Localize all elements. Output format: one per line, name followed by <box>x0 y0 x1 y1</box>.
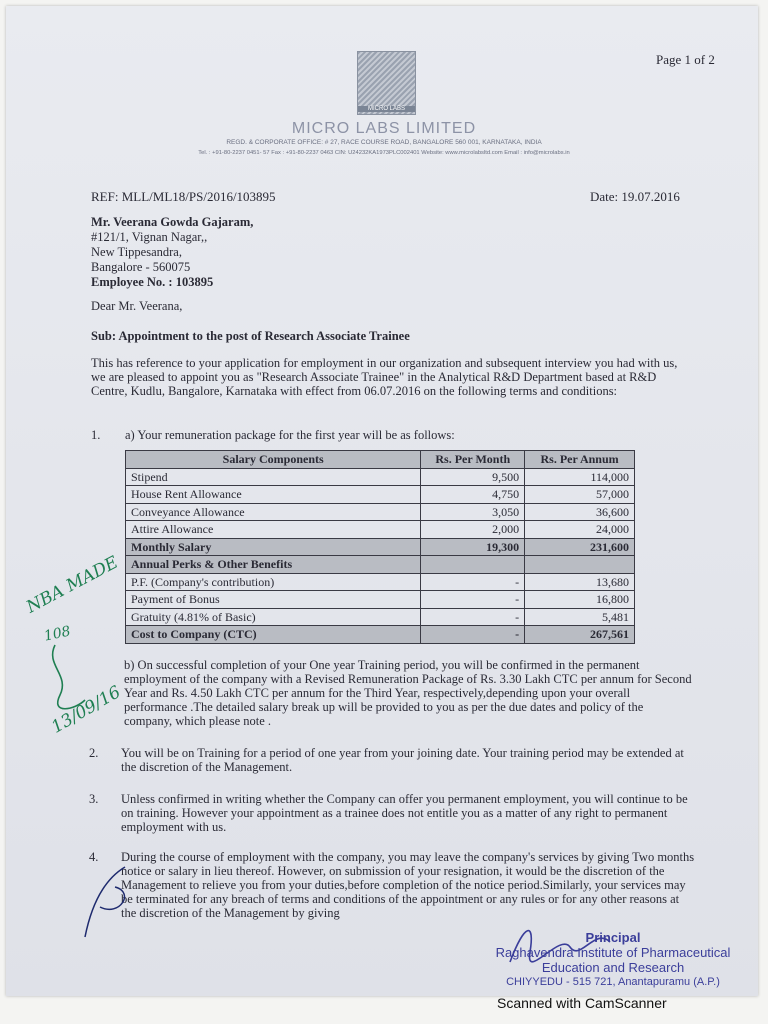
item-1-text: a) Your remuneration package for the first year will be as follows: <box>125 428 455 442</box>
company-address: REGD. & CORPORATE OFFICE: # 27, RACE COURSE ROAD, BANGALORE 560 001, KARNATAKA, INDIA <box>226 139 542 146</box>
table-row <box>126 486 635 504</box>
item-4-number: 4. <box>89 850 99 864</box>
item-3-text: Unless confirmed in writing whether the Company can offer you permanent employment, you will continue to be on training. However your appointment as a trainee does not entitle you as a matter of any right to permanent employment with us. <box>121 792 688 834</box>
handwritten-note: 108 <box>42 623 73 645</box>
table-section-row <box>126 556 635 574</box>
table-row <box>126 608 635 626</box>
row-label: Monthly Salary <box>126 538 421 556</box>
row-month: - <box>421 608 525 626</box>
page-number: Page 1 of 2 <box>656 52 715 67</box>
intro-paragraph: This has reference to your application for employment in our organization and subsequent interview you had with us, we are pleased to appoint you as "Research Associate Trainee" in the Analytical R&D Department based at R&D Centre, Kudlu, Bangalore, Karnataka with effect from 06.07.2016 on the following terms and conditions: <box>91 356 678 398</box>
handwritten-note: NBA MADE <box>23 552 122 618</box>
row-month: 4,750 <box>421 486 525 504</box>
table-row-total <box>126 538 635 556</box>
item-1b-text: b) On successful completion of your One year Training period, you will be confirmed in the permanent employment of the company with a Revised Remuneration Package of Rs. 3.30 Lakh CTC per annum for Second Year and Rs. 4.50 Lakh CTC per annum for the Third Year, respectively,depending upon your overall performance .The detailed salary break up will be provided to you as per the due dates and policy of the company, which please note . <box>124 658 692 728</box>
row-annum: 114,000 <box>525 468 635 486</box>
row-annum: 24,000 <box>525 521 635 539</box>
row-annum: 13,680 <box>525 573 635 591</box>
row-annum: 57,000 <box>525 486 635 504</box>
row-label: Cost to Company (CTC) <box>126 626 421 644</box>
principal-stamp <box>478 930 748 990</box>
header-per-annum: Rs. Per Annum <box>525 451 635 469</box>
table-row <box>126 573 635 591</box>
item-2-text: You will be on Training for a period of one year from your joining date. Your training period may be extended at the discretion of the Management. <box>121 746 684 774</box>
header-per-month: Rs. Per Month <box>421 451 525 469</box>
table-row <box>126 521 635 539</box>
table-row-ctc <box>126 626 635 644</box>
row-month: 9,500 <box>421 468 525 486</box>
row-label: P.F. (Company's contribution) <box>126 573 421 591</box>
table-row <box>126 468 635 486</box>
scanner-watermark: Scanned with CamScanner <box>497 995 667 1011</box>
row-label: Conveyance Allowance <box>126 503 421 521</box>
salary-table <box>125 450 635 644</box>
row-label: Attire Allowance <box>126 521 421 539</box>
signature-mark <box>80 862 180 942</box>
item-4-text: During the course of employment with the company, you may leave the company's services by giving Two months notice or salary in lieu thereof. However, on submission of your resignation, it would be the discretion of the Management to relieve you from your duties,before completion of the notice period.Similarly, your services may be terminated for any breach of terms and conditions of the appointment or any rules or for any other reasons at the discretion of the Management by giving <box>121 850 695 920</box>
item-2-number: 2. <box>89 746 99 760</box>
row-label: House Rent Allowance <box>126 486 421 504</box>
salutation: Dear Mr. Veerana, <box>91 299 183 313</box>
row-month: - <box>421 591 525 609</box>
row-month: 2,000 <box>421 521 525 539</box>
handwritten-date: 13/09/16 <box>48 682 125 738</box>
company-contact: Tel. : +91-80-2237 0451- 57 Fax : +91-80-2237 0463 CIN: U24232KA1973PLC002401 Website: www.microlabsltd.com Email : info@microlabs.in <box>198 150 570 156</box>
row-label: Stipend <box>126 468 421 486</box>
address-line-3: Bangalore - 560075 <box>91 260 191 274</box>
subject-line: Sub: Appointment to the post of Research Associate Trainee <box>91 329 410 343</box>
address-line-1: #121/1, Vignan Nagar,, <box>91 230 208 244</box>
table-row <box>126 591 635 609</box>
stamp-line-4: CHIYYEDU - 515 721, Anantapuramu (A.P.) <box>506 976 720 988</box>
table-header-row <box>126 451 635 469</box>
row-annum: 36,600 <box>525 503 635 521</box>
stamp-line-3: Education and Research <box>541 960 685 975</box>
row-month: 19,300 <box>421 538 525 556</box>
reference-number: REF: MLL/ML18/PS/2016/103895 <box>91 189 276 204</box>
row-annum: 231,600 <box>525 538 635 556</box>
logo-text: MICRO LABS <box>358 106 415 112</box>
recipient-name: Mr. Veerana Gowda Gajaram, <box>91 215 254 229</box>
employee-number: Employee No. : 103895 <box>91 275 214 289</box>
row-annum <box>525 556 635 574</box>
row-annum: 16,800 <box>525 591 635 609</box>
row-label: Payment of Bonus <box>126 591 421 609</box>
row-month: - <box>421 626 525 644</box>
row-month: - <box>421 573 525 591</box>
letter-date: Date: 19.07.2016 <box>590 189 680 204</box>
item-3-number: 3. <box>89 792 99 806</box>
address-line-2: New Tippesandra, <box>91 245 182 259</box>
row-month <box>421 556 525 574</box>
stamp-line-2: Raghavendra Institute of Pharmaceutical <box>495 945 731 960</box>
row-annum: 267,561 <box>525 626 635 644</box>
row-label: Gratuity (4.81% of Basic) <box>126 608 421 626</box>
stamp-title: Principal <box>585 930 641 945</box>
table-row <box>126 503 635 521</box>
recipient-address <box>91 215 253 290</box>
row-annum: 5,481 <box>525 608 635 626</box>
row-label: Annual Perks & Other Benefits <box>126 556 421 574</box>
header-components: Salary Components <box>126 451 421 469</box>
item-1-number: 1. <box>91 428 101 442</box>
company-logo <box>357 51 416 115</box>
company-name: MICRO LABS LIMITED <box>291 120 477 137</box>
row-month: 3,050 <box>421 503 525 521</box>
handwritten-scribble <box>40 640 100 720</box>
